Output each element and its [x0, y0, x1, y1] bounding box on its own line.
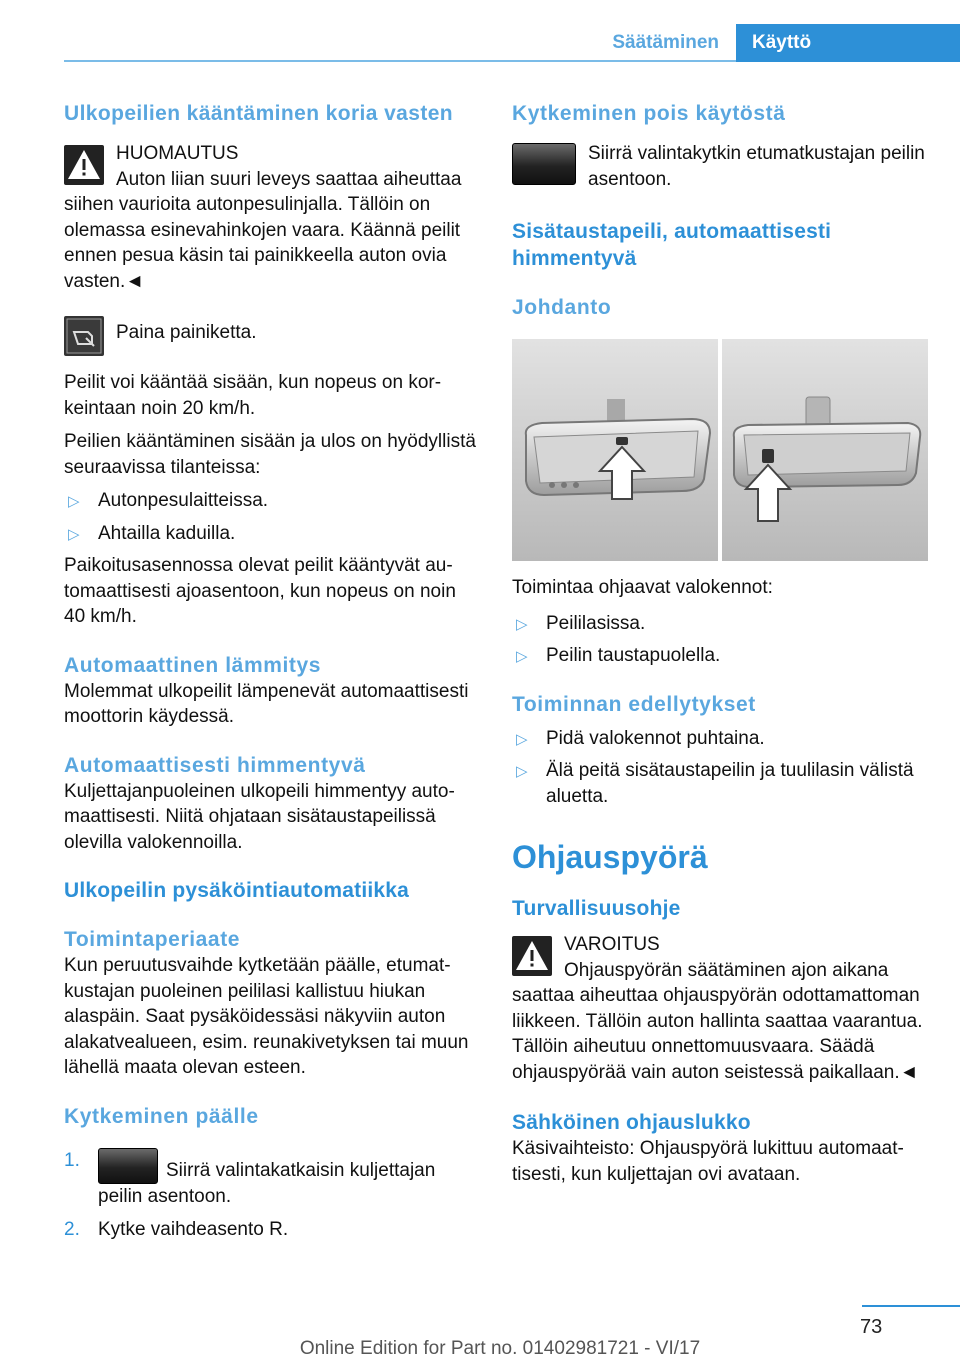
bullet-triangle-icon: ▷ [68, 493, 80, 510]
mirror-selector-switch-icon [98, 1148, 158, 1184]
paragraph-useful-situations: Peilien kääntäminen sisään ja ulos on hyödyllistä seuraavissa tilanteissa: [64, 431, 476, 478]
list-item: ▷ Älä peitä sisätaustapeilin ja tuulilasin välistä aluetta. [516, 760, 914, 807]
list-item: ▷ Pidä valokennot puhtaina. [512, 726, 928, 752]
heading-parking-function: Ulkopeilin pysäköintiautomatiikka [64, 879, 410, 902]
step-number: 2. [64, 1219, 80, 1240]
list-item: ▷ Peililasissa. [512, 611, 928, 637]
interior-mirror-photo [512, 339, 928, 561]
page-header [0, 24, 960, 62]
paragraph-light-cells: Toimintaa ohjaavat valokennot: [512, 577, 773, 598]
heading-principle: Toimintaperiaate [64, 928, 241, 951]
paragraph-auto-return: Paikoitusasennossa olevat peilit kääntyvät automaattisesti ajoasentoon, kun nopeus on noin 40 km/h. [64, 555, 456, 627]
bullet-triangle-icon: ▷ [516, 763, 528, 780]
mirror-fold-button-icon [64, 316, 104, 356]
fold-button-instruction [64, 314, 480, 356]
paragraph-auto-heating: Molemmat ulkopeilit lämpenevät automaattisesti moottorin käydessä. [64, 680, 469, 727]
paragraph-speed-limit: Peilit voi kääntää sisään, kun nopeus on korkeintaan noin 20 km/h. [64, 372, 442, 419]
right-column [512, 100, 928, 1187]
heading-steering-lock: Sähköinen ohjauslukko [512, 1111, 751, 1134]
bullet-triangle-icon: ▷ [516, 615, 528, 633]
situations-list [64, 488, 480, 546]
press-button-text: Paina painiketta. [116, 322, 257, 343]
header-chapter-tab: Käyttö [736, 24, 960, 62]
footer-divider [862, 1305, 960, 1307]
list-item: ▷ Peilin taustapuolella. [512, 643, 928, 669]
warning-text: Auton liian suuri leveys saattaa aiheuttaa siihen vaurioita autonpesulinjalla. Tällöin on olemassa esinevahinkojen vaara. Käännä peilit ennen pesua käsin tai painikkeella auton ovia vasten.◄ [64, 168, 462, 292]
warning-triangle-icon [64, 145, 104, 185]
edition-footer: Online Edition for Part no. 01402981721 - VI/17 [299, 1338, 701, 1359]
warning-title: HUOMAUTUS [116, 143, 239, 164]
heading-safety: Turvallisuusohje [512, 897, 681, 920]
warning-title: VAROITUS [564, 934, 660, 955]
warning-triangle-icon [512, 936, 552, 976]
heading-auto-dimming: Automaattisesti himmentyvä [64, 753, 366, 777]
bullet-triangle-icon: ▷ [516, 730, 528, 748]
page-number: 73 [860, 1316, 883, 1338]
requirements-list [512, 726, 928, 810]
heading-switch-on: Kytkeminen päälle [64, 1104, 259, 1128]
list-item: ▷ Ahtailla kaduilla. [64, 521, 480, 547]
heading-fold-mirrors: Ulkopeilien kääntäminen koria vasten [64, 102, 454, 125]
warning-notice [512, 932, 928, 1085]
step-text: Siirrä valintakatkaisin kuljettajan peilin asentoon. [98, 1159, 436, 1207]
list-item: ▷ Autonpesulaitteissa. [64, 488, 480, 514]
header-section-label: Säätäminen [612, 32, 719, 53]
list-item [64, 1148, 480, 1210]
left-column [64, 100, 480, 1251]
heading-introduction: Johdanto [512, 296, 612, 319]
bullet-triangle-icon: ▷ [516, 648, 528, 665]
bullet-triangle-icon: ▷ [68, 525, 80, 543]
paragraph-auto-dimming: Kuljettajanpuoleinen ulkopeili himmentyy automaattisesti. Niitä ohjataan sisätaustapeilissä olevilla valokennoilla. [64, 780, 455, 853]
paragraph-principle: Kun peruutusvaihde kytketään päälle, etumatkustajan puoleinen peililasi kallistuu hiukan alaspäin. Saat pysäköidessäsi näkyviin auton alakatvealueen, esim. reunakivetyksen tai muun lähellä maata olevan esteen. [64, 955, 469, 1078]
header-divider [64, 60, 736, 62]
heading-steering-wheel: Ohjauspyörä [512, 839, 708, 875]
heading-switch-off: Kytkeminen pois käytöstä [512, 102, 786, 125]
heading-auto-heating: Automaattinen lämmitys [64, 653, 322, 677]
warning-text: Ohjauspyörän säätäminen ajon aikana saattaa aiheuttaa ohjauspyörän odottamattoman liikkeen. Tällöin auton hallinta saattaa vaarantua. Tällöin aiheutuu onnettomuusvaara. Säädä ohjauspyörää vain auton seistessä paikallaan.◄ [512, 959, 923, 1083]
heading-requirements: Toiminnan edellytykset [512, 692, 756, 716]
list-item [64, 1217, 480, 1243]
mirror-selector-switch-icon [512, 143, 576, 185]
light-cells-list [512, 611, 928, 669]
heading-interior-mirror: Sisätaustapeili, automaattisesti himmentyvä [512, 220, 832, 270]
switch-off-text: Siirrä valintakytkin etumatkustajan peilin asentoon. [588, 143, 925, 190]
step-text: Kytke vaihdeasento R. [98, 1219, 289, 1240]
warning-notice [64, 141, 480, 294]
switch-off-instruction [512, 141, 928, 192]
switch-on-steps [64, 1148, 480, 1243]
step-number: 1. [64, 1149, 80, 1171]
paragraph-steering-lock: Käsivaihteisto: Ohjauspyörä lukittuu automaattisesti, kun kuljettajan ovi avataan. [512, 1138, 904, 1185]
